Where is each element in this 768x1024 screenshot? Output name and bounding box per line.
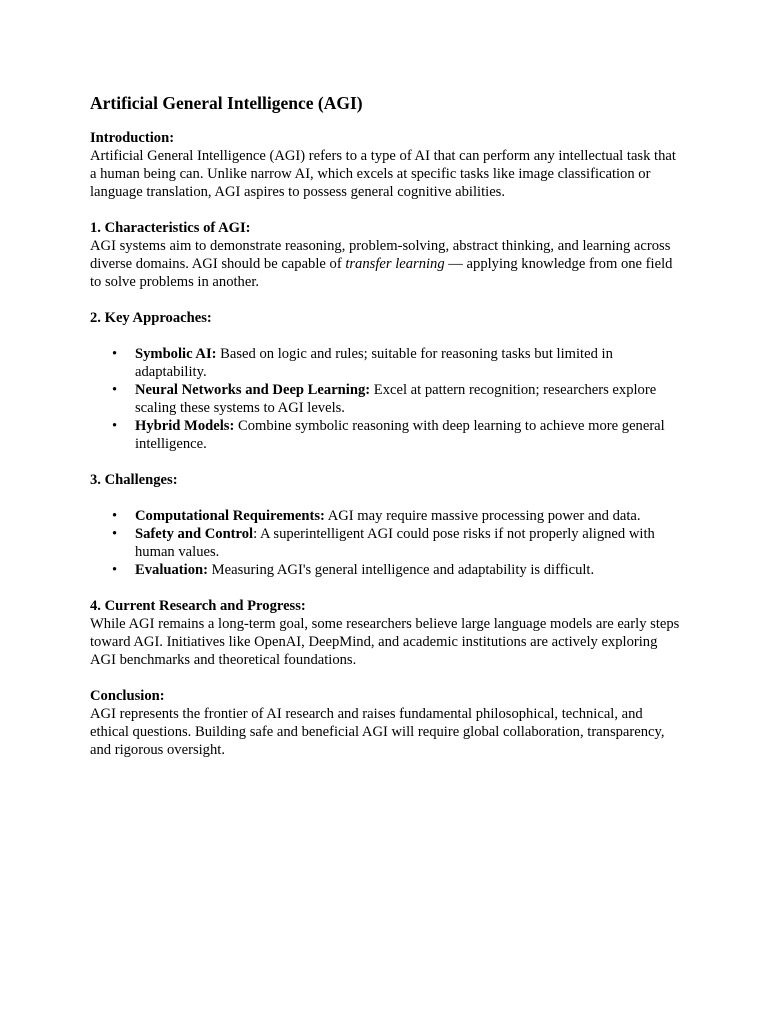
characteristics-heading: 1. Characteristics of AGI: bbox=[90, 220, 251, 236]
list-item-text: Measuring AGI's general intelligence and adaptability is difficult. bbox=[207, 562, 595, 578]
document-page bbox=[90, 92, 682, 777]
bullet-icon: • bbox=[112, 526, 118, 542]
characteristics-emphasis: transfer learning bbox=[345, 256, 445, 272]
characteristics-section bbox=[90, 219, 682, 291]
characteristics-text bbox=[90, 237, 682, 291]
conclusion-text: AGI represents the frontier of AI research and raises fundamental philosophical, technical, and ethical questions. Building safe and beneficial AGI will require global collaboration, transparency, and rigorous oversight. bbox=[90, 706, 665, 758]
list-item-lead: Symbolic AI: bbox=[135, 346, 217, 362]
conclusion-heading: Conclusion: bbox=[90, 688, 165, 704]
challenges-list bbox=[90, 507, 682, 579]
introduction-text: Artificial General Intelligence (AGI) refers to a type of AI that can perform any intellectual task that a human being can. Unlike narrow AI, which excels at specific tasks like image classification or language translation, AGI aspires to possess general cognitive abilities. bbox=[90, 148, 676, 200]
approaches-section bbox=[90, 309, 682, 453]
list-item bbox=[112, 345, 682, 381]
list-item bbox=[112, 561, 682, 579]
research-heading: 4. Current Research and Progress: bbox=[90, 598, 306, 614]
list-item bbox=[112, 525, 682, 561]
list-item-lead: Neural Networks and Deep Learning: bbox=[135, 382, 371, 398]
document-title: Artificial General Intelligence (AGI) bbox=[90, 93, 363, 113]
list-item-lead: Computational Requirements: bbox=[135, 508, 325, 524]
list-item-text: Based on logic and rules; suitable for reasoning tasks but limited in adaptability. bbox=[135, 346, 613, 380]
list-item bbox=[112, 381, 682, 417]
bullet-icon: • bbox=[112, 562, 118, 578]
list-item-lead: Hybrid Models: bbox=[135, 418, 235, 434]
research-text: While AGI remains a long-term goal, some researchers believe large language models are early steps toward AGI. Initiatives like OpenAI, DeepMind, and academic institutions are actively exploring AGI benchmarks and theoretical foundations. bbox=[90, 616, 680, 668]
challenges-heading: 3. Challenges: bbox=[90, 472, 178, 488]
approaches-heading: 2. Key Approaches: bbox=[90, 310, 212, 326]
challenges-section bbox=[90, 471, 682, 579]
list-item-lead: Safety and Control bbox=[135, 526, 254, 542]
introduction-section bbox=[90, 129, 682, 201]
characteristics-text-after: — applying knowledge from one field to solve problems in another. bbox=[90, 256, 673, 290]
approaches-list bbox=[90, 345, 682, 453]
list-item-lead: Evaluation: bbox=[135, 562, 208, 578]
bullet-icon: • bbox=[112, 346, 118, 362]
list-item-text: : A superintelligent AGI could pose risks if not properly aligned with human values. bbox=[135, 526, 655, 560]
characteristics-text-before: AGI systems aim to demonstrate reasoning, problem-solving, abstract thinking, and learning across diverse domains. AGI should be capable of bbox=[90, 238, 671, 272]
list-item-text: Excel at pattern recognition; researchers explore scaling these systems to AGI levels. bbox=[135, 382, 657, 416]
list-item-text: AGI may require massive processing power and data. bbox=[324, 508, 641, 524]
bullet-icon: • bbox=[112, 508, 118, 524]
introduction-heading: Introduction: bbox=[90, 130, 175, 146]
research-section bbox=[90, 597, 682, 669]
conclusion-section bbox=[90, 687, 682, 759]
list-item bbox=[112, 507, 682, 525]
list-item bbox=[112, 417, 682, 453]
bullet-icon: • bbox=[112, 382, 118, 398]
list-item-text: Combine symbolic reasoning with deep learning to achieve more general intelligence. bbox=[135, 418, 665, 452]
bullet-icon: • bbox=[112, 418, 118, 434]
